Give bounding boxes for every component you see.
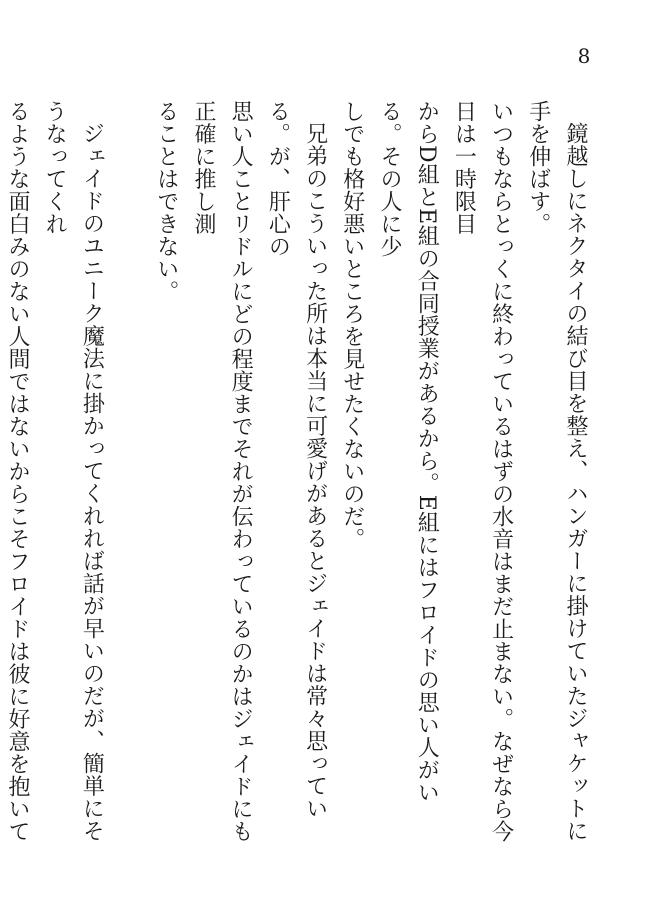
page-number: 8	[577, 44, 591, 68]
paragraph-3: ジェイドのユニーク魔法に掛かってくれれば話が早いのだが、簡単にそうなってくれ るような面白みのない人間ではないからこそフロイドは彼に好意を抱いて	[4, 100, 105, 843]
paragraph-2: 兄弟のこういった所は本当に可愛げがあるとジェイドは常々思っている。が、肝心の 思い人ことリドルにどの程度までそれが伝わっているのかはジェイドにも正確に推し測 ることはできない。	[153, 100, 328, 843]
body-text	[0, 100, 594, 845]
paragraph-1: 鏡越しにネクタイの結び目を整え、ハンガーに掛けていたジャケットに手を伸ばす。 いつもならとっくに終わっているはずの水音はまだ止まない。なぜなら今日は一時限目 からD組とE組の合同授業があるから。E組にはフロイドの思い人がいる。その人に少 しでも格好悪いところを見せたくないのだ。	[339, 100, 588, 843]
